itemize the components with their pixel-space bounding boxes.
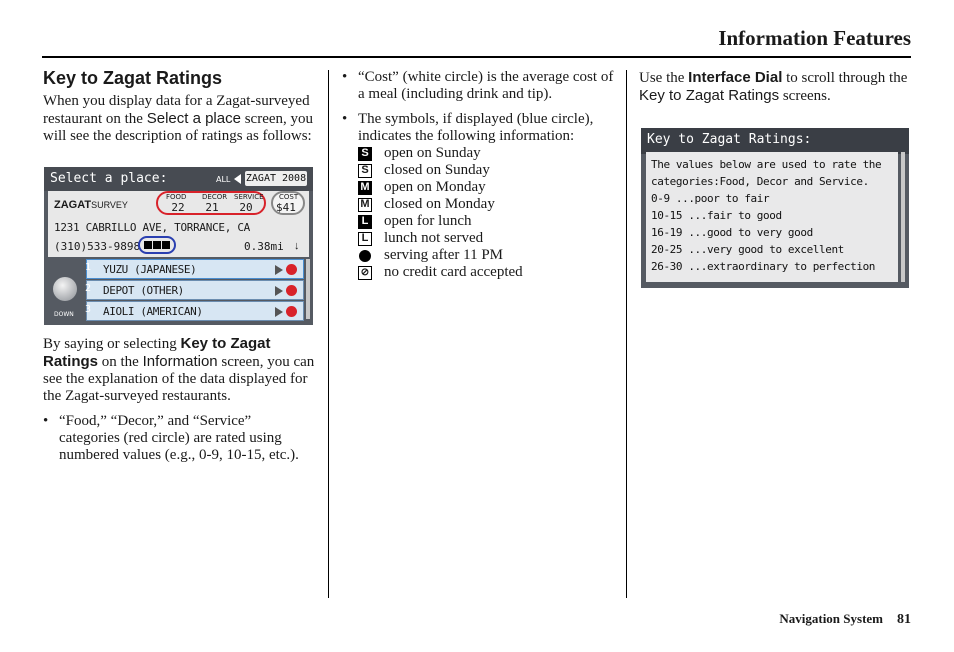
bullet-symbols: • The symbols, if displayed (blue circle), indicates the following information: xyxy=(342,111,614,145)
key-to-zagat-screen xyxy=(641,128,909,288)
decor-value: 21 xyxy=(205,201,219,214)
open-monday-icon: M xyxy=(358,181,372,195)
select-place-screen xyxy=(44,167,313,325)
direction-arrow-icon: ↓ xyxy=(294,240,300,252)
list-item xyxy=(358,179,614,196)
scrollbar[interactable] xyxy=(901,152,905,282)
symbol-label: open on Monday xyxy=(384,179,486,195)
scrollbar[interactable] xyxy=(306,259,310,319)
section-heading: Key to Zagat Ratings xyxy=(43,68,223,88)
result-list xyxy=(86,259,304,321)
list-item xyxy=(358,145,614,162)
list-item[interactable] xyxy=(86,280,304,300)
distance-text: 0.38mi xyxy=(244,240,284,253)
open-lunch-icon: L xyxy=(358,215,372,229)
symbol-l-icon xyxy=(144,241,152,249)
cat-cost-label: COST xyxy=(279,193,299,201)
zagat-z-icon xyxy=(286,306,297,317)
list-item xyxy=(358,162,614,179)
dial-text-3: screens. xyxy=(779,88,831,104)
column-divider-2 xyxy=(626,70,627,598)
symbol-label: no credit card accepted xyxy=(384,264,523,280)
list-item xyxy=(358,264,614,281)
zagat-z-icon xyxy=(286,285,297,296)
symbol-label: lunch not served xyxy=(384,230,484,246)
address-text: 1231 CABRILLO AVE, TORRANCE, CA xyxy=(54,221,250,234)
saying-paragraph xyxy=(43,335,315,405)
no-credit-card-icon: ⊘ xyxy=(358,266,372,280)
dial-bold-term: Interface Dial xyxy=(688,69,783,86)
closed-monday-icon: M xyxy=(358,198,372,212)
footer xyxy=(779,611,911,628)
closed-sunday-icon: S xyxy=(358,164,372,178)
service-value: 20 xyxy=(239,201,253,214)
header-rule xyxy=(42,56,911,58)
cat-decor-label: DECOR xyxy=(202,193,228,201)
ratings-text-box xyxy=(646,152,898,282)
ratings-line: 26-30 ...extraordinary to perfection xyxy=(651,260,876,273)
list-item xyxy=(358,196,614,213)
intro-ui-term: Select a place xyxy=(146,110,241,127)
list-item[interactable] xyxy=(86,259,304,279)
late-night-moon-icon xyxy=(358,249,372,263)
phone-text: (310)533-9898 xyxy=(54,240,141,253)
page-title: Information Features xyxy=(718,26,911,50)
column-divider-1 xyxy=(328,70,329,598)
play-arrow-icon xyxy=(275,286,283,296)
all-label: ALL xyxy=(216,175,231,184)
screen-title: Select a place: xyxy=(50,171,168,186)
column-right xyxy=(639,69,911,105)
symbol-list xyxy=(342,145,614,281)
food-value: 22 xyxy=(171,201,185,214)
footer-section: Navigation System xyxy=(779,611,883,626)
symbol-label: closed on Sunday xyxy=(384,162,490,178)
list-item-number: 3 xyxy=(85,304,92,315)
dial-text-1: Use the xyxy=(639,70,689,86)
dial-ui-term: Key to Zagat Ratings xyxy=(639,87,780,104)
ratings-line: The values below are used to rate the xyxy=(651,158,882,171)
ratings-line: categories:Food, Decor and Service. xyxy=(651,175,869,188)
dial-paragraph xyxy=(639,69,911,105)
symbol-label: open for lunch xyxy=(384,213,472,229)
list-item-number: 1 xyxy=(85,262,92,273)
column-left-lower xyxy=(43,335,315,464)
symbol-m-icon xyxy=(153,241,161,249)
saying-ui-term: Information xyxy=(142,353,218,370)
zagat-z-icon xyxy=(286,264,297,275)
zagat-logo: ZAGATSURVEY xyxy=(54,199,128,211)
cost-value: $41 xyxy=(276,201,296,214)
intro-text-2: screen, you will see the description of ratings as follows: xyxy=(43,111,314,144)
column-middle xyxy=(342,69,614,281)
ratings-line: 16-19 ...good to very good xyxy=(651,226,813,239)
open-sunday-icon: S xyxy=(358,147,372,161)
page-number: 81 xyxy=(897,612,911,627)
list-item-name: AIOLI (AMERICAN) xyxy=(103,305,203,318)
zagat-year-badge: ZAGAT 2008 xyxy=(245,173,307,184)
down-label: DOWN xyxy=(54,311,74,318)
bullet-cost: • “Cost” (white circle) is the average cost of a meal (including drink and tip). xyxy=(342,69,614,103)
symbol-label: serving after 11 PM xyxy=(384,247,504,263)
list-item xyxy=(358,247,614,264)
dial-text-2: to scroll through the xyxy=(782,70,908,86)
intro-paragraph xyxy=(43,93,315,145)
saying-bold-term: Key to Zagat Ratings xyxy=(43,335,271,370)
back-arrow-icon xyxy=(234,174,241,184)
restaurant-info-panel xyxy=(48,191,309,257)
ratings-line: 0-9 ...poor to fair xyxy=(651,192,770,205)
symbol-label: open on Sunday xyxy=(384,145,481,161)
intro-text-1: When you display data for a Zagat-surveyed restaurant on the xyxy=(43,93,310,127)
list-item-name: YUZU (JAPANESE) xyxy=(103,263,197,276)
saying-text-2: on the xyxy=(98,354,143,370)
saying-text-1: By saying or selecting xyxy=(43,336,181,352)
no-lunch-icon: L xyxy=(358,232,372,246)
symbol-s-icon xyxy=(162,241,170,249)
list-item[interactable] xyxy=(86,301,304,321)
saying-text-3: screen, you can see the explanation of the data displayed for the Zagat-surveyed restaurants. xyxy=(43,354,315,404)
screen-title: Key to Zagat Ratings: xyxy=(641,128,909,154)
ratings-line: 10-15 ...fair to good xyxy=(651,209,782,222)
list-item xyxy=(358,213,614,230)
cat-service-label: SERVICE xyxy=(234,193,264,201)
cat-food-label: FOOD xyxy=(166,193,187,201)
dial-knob-icon xyxy=(53,277,77,301)
play-arrow-icon xyxy=(275,265,283,275)
bullet-food: • “Food,” “Decor,” and “Service” categories (red circle) are rated using numbered values (e.g., 0-9, 10-15, etc.). xyxy=(43,413,315,464)
symbol-label: closed on Monday xyxy=(384,196,495,212)
ratings-line: 20-25 ...very good to excellent xyxy=(651,243,844,256)
list-item-name: DEPOT (OTHER) xyxy=(103,284,184,297)
play-arrow-icon xyxy=(275,307,283,317)
list-item xyxy=(358,230,614,247)
column-left xyxy=(43,67,315,145)
list-item-number: 2 xyxy=(85,283,92,294)
